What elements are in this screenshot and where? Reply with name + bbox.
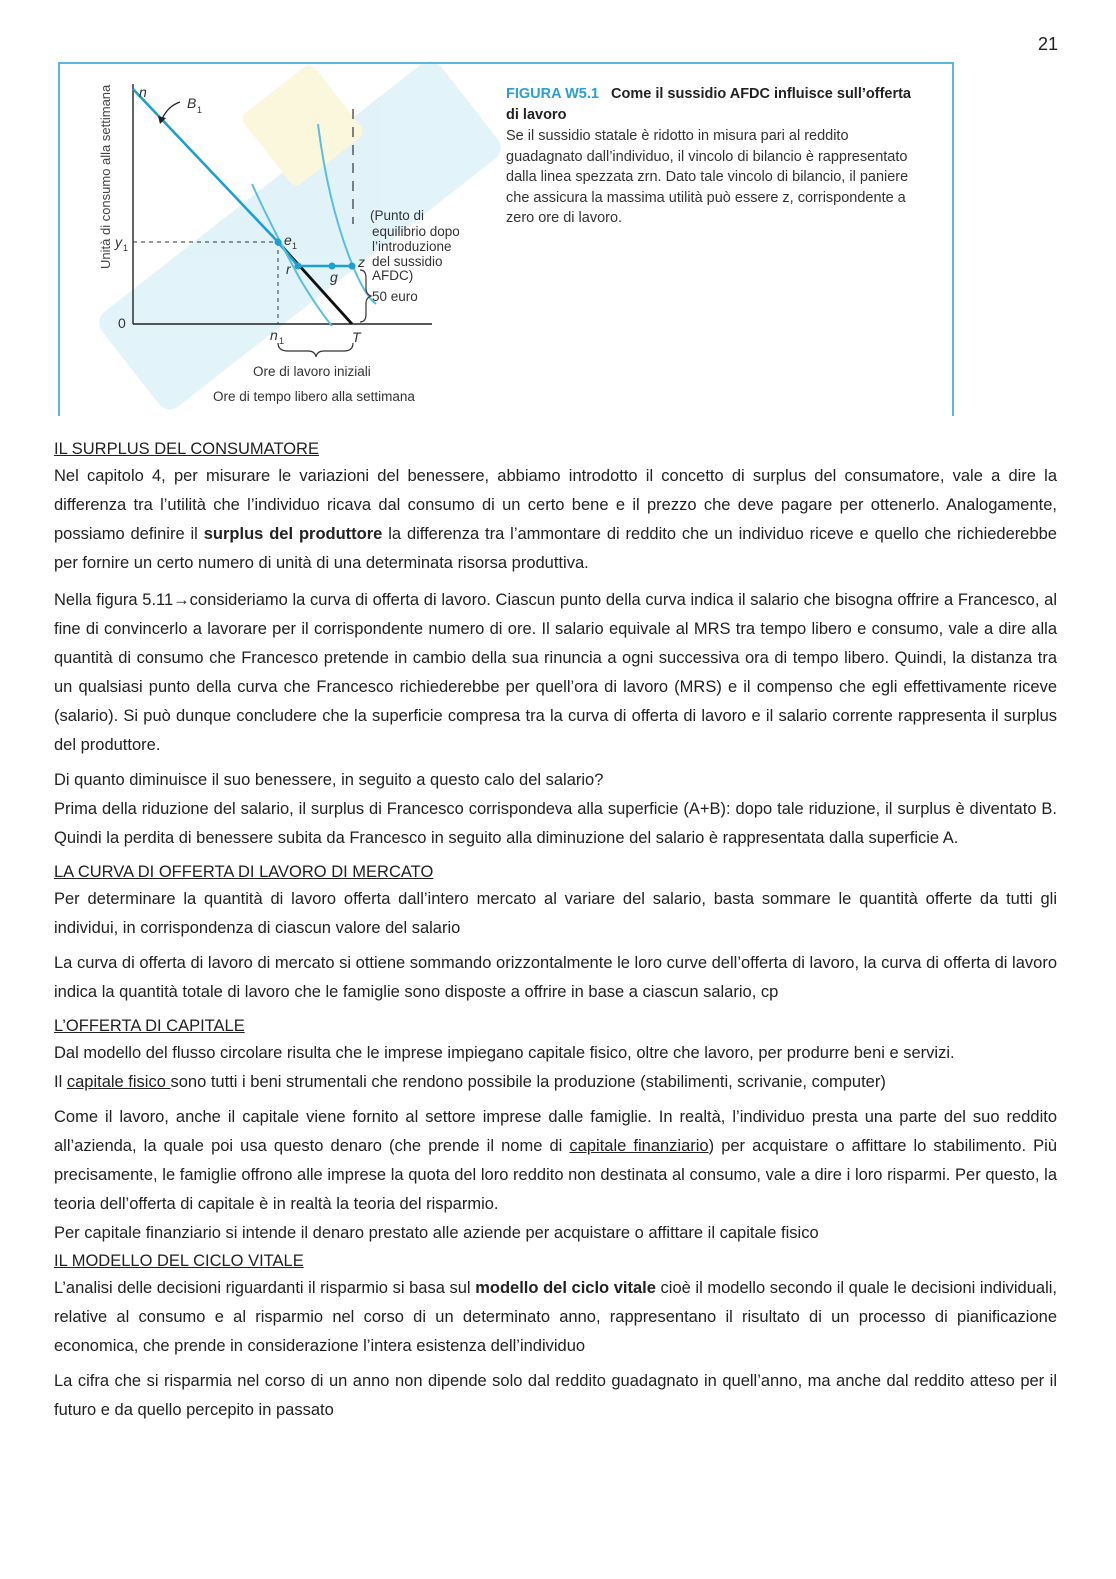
indifference-curve-2: [318, 124, 376, 304]
paragraph: Per determinare la quantità di lavoro offerta dall’intero mercato al variare del salario, basta sommare le quantità offerte da tutti gli individui, in corrispondenza di ciascun valore del salario: [54, 890, 1057, 937]
annotation-amount: 50 euro: [372, 289, 418, 304]
annotation-line-3: l’introduzione: [372, 239, 452, 254]
label-r: r: [286, 261, 291, 277]
point-r: [295, 263, 302, 270]
paragraph: La curva di offerta di lavoro di mercato si ottiene sommando orizzontalmente le loro curve dell’offerta di lavoro, la curva di offerta di lavoro indica la quantità totale di lavoro che le famiglie sono disposte a offrire in base a ciascun salario, cp: [54, 954, 1057, 1001]
term-modello-ciclo-vitale: modello del ciclo vitale: [475, 1279, 656, 1297]
page-number: 21: [1037, 34, 1058, 54]
term-surplus-produttore: surplus del produttore: [203, 525, 383, 543]
y-axis-label: Unità di consumo alla settimana: [98, 84, 113, 269]
brace-hours: [278, 343, 353, 357]
paragraph: Per capitale finanziario si intende il denaro prestato alle aziende per acquistare o affittare il capitale fisico: [54, 1224, 819, 1242]
annotation-line-4: del sussidio: [372, 254, 443, 269]
annotation-line-2: equilibrio dopo: [372, 224, 460, 239]
label-e1-sub: 1: [292, 241, 298, 251]
indifference-curve-1: [252, 184, 332, 326]
budget-line-b1: [133, 89, 278, 242]
figure-caption: [506, 84, 926, 229]
label-zero: 0: [118, 315, 126, 331]
figure-label: FIGURA W5.1: [506, 86, 599, 102]
arrow-b1: [162, 102, 180, 119]
label-n: n: [139, 84, 147, 100]
label-n1: n: [270, 327, 278, 343]
paragraph: Il capitale fisico sono tutti i beni strumentali che rendono possibile la produzione (stabilimenti, scrivanie, computer): [54, 1073, 886, 1091]
label-n1-sub: 1: [279, 336, 285, 346]
annotation-line-1: (Punto di: [370, 208, 425, 223]
figure-title: Come il sussidio AFDC influisce sull’offerta di lavoro: [506, 86, 911, 123]
heading-modello-ciclo-vitale: IL MODELLO DEL CICLO VITALE: [54, 1252, 304, 1270]
heading-curva-offerta-mercato: LA CURVA DI OFFERTA DI LAVORO DI MERCATO: [54, 863, 434, 881]
label-g: g: [330, 269, 338, 285]
label-z: z: [358, 254, 365, 270]
heading-offerta-capitale: L’OFFERTA DI CAPITALE: [54, 1017, 245, 1035]
label-b1: B: [187, 95, 197, 111]
paragraph: Prima della riduzione del salario, il surplus di Francesco corrispondeva alla superficie (A+B): dopo tale riduzione, il surplus è diventato B. Quindi la perdita di benessere subita da Francesco in seguito alla diminuzione del salario è rappresentata dalla superficie A.: [54, 800, 1057, 847]
paragraph: Nella figura 5.11→consideriamo la curva di offerta di lavoro. Ciascun punto della curva indica il salario che bisogna offrire a Francesco, al fine di convincerlo a lavorare per il corrispondente numero di ore. Il salario equivale al MRS tra tempo libero e consumo, vale a dire alla quantità di consumo che Francesco pretende in cambio della sua rinuncia a ogni successiva ora di tempo libero. Quindi, la distanza tra un qualsiasi punto della curva che Francesco richiederebbe per quell’ora di lavoro (MRS) e il compenso che egli effettivamente riceve (salario). Si può dunque concludere che la superficie compresa tra la curva di offerta di lavoro e il salario corrente rappresenta il surplus del produttore.: [54, 591, 1057, 754]
point-z: [349, 263, 356, 270]
figure-box: [58, 62, 954, 416]
term-capitale-finanziario: capitale finanziario: [569, 1137, 709, 1155]
paragraph: Nel capitolo 4, per misurare le variazioni del benessere, abbiamo introdotto il concetto di surplus del consumatore, vale a dire la differenza tra l’utilità che l’individuo ricava dal consumo di un certo bene e il prezzo che deve pagare per ottenerlo. Analogamente, possiamo definire il surplus del produttore la differenza tra l’ammontare di reddito che un individuo riceve e quello che richiederebbe per fornire un certo numero di unità di una determinata risorsa produttiva.: [54, 467, 1057, 572]
label-y1-sub: 1: [123, 243, 129, 253]
point-e1: [275, 239, 282, 246]
paragraph: Di quanto diminuisce il suo benessere, in seguito a questo calo del salario?: [54, 771, 604, 789]
x-axis-label-2: Ore di tempo libero alla settimana: [213, 389, 415, 404]
paragraph: La cifra che si risparmia nel corso di un anno non dipende solo dal reddito guadagnato in quell’anno, ma anche dal reddito atteso per il futuro e da quello percepito in passato: [54, 1372, 1057, 1419]
x-axis-label-1: Ore di lavoro iniziali: [253, 364, 371, 379]
paragraph: Dal modello del flusso circolare risulta che le imprese impiegano capitale fisico, oltre che lavoro, per produrre beni e servizi.: [54, 1044, 955, 1062]
heading-surplus-consumatore: IL SURPLUS DEL CONSUMATORE: [54, 440, 319, 458]
paragraph: Come il lavoro, anche il capitale viene fornito al settore imprese dalle famiglie. In realtà, l’individuo presta una parte del suo reddito all’azienda, la quale poi usa questo denaro (che prende il nome di capitale finanziario) per acquistare o affittare lo stabilimento. Più precisamente, le famiglie offrono alle imprese la quota del loro reddito non destinata al consumo, vale a dire i loro risparmi. Per questo, la teoria dell’offerta di capitale è in realtà la teoria del risparmio.: [54, 1108, 1057, 1213]
label-y1: y: [115, 234, 122, 250]
figure-body: Se il sussidio statale è ridotto in misura pari al reddito guadagnato dall’individuo, il vincolo di bilancio è rappresentato dalla linea spezzata zrn. Dato tale vincolo di bilancio, il paniere che assicura la massima utilità può essere z, corrispondente a zero ore di lavoro.: [506, 128, 909, 226]
label-b1-sub: 1: [197, 105, 203, 115]
label-T: T: [352, 329, 361, 345]
paragraph: L’analisi delle decisioni riguardanti il risparmio si basa sul modello del ciclo vitale cioè il modello secondo il quale le decisioni individuali, relative al consumo e al risparmio nel corso di un determinato anno, rappresentano il risultato di un processo di pianificazione economica, che prende in considerazione l’intera esistenza dell’individuo: [54, 1279, 1057, 1355]
label-e1: e: [284, 232, 292, 248]
annotation-line-5: AFDC): [372, 268, 414, 283]
term-capitale-fisico: capitale fisico: [66, 1073, 171, 1091]
page-content: [54, 436, 1057, 1431]
